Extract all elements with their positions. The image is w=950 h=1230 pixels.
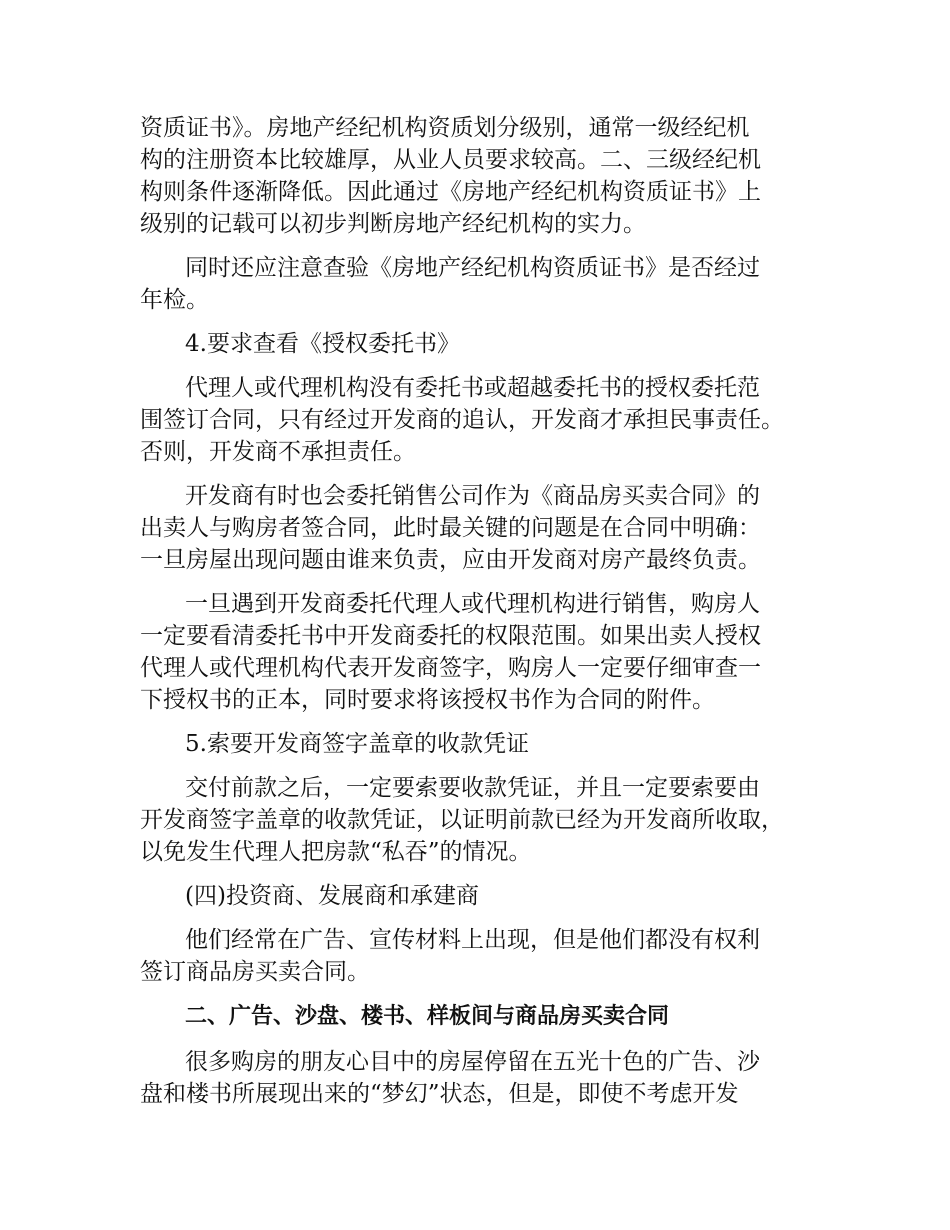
text-line: 一旦房屋出现问题由谁来负责，应由开发商对房产最终负责。 [140, 547, 761, 573]
text-line: 资质证书》。房地产经纪机构资质划分级别，通常一级经纪机 [140, 115, 750, 141]
text-line: 开发商签字盖章的收款凭证，以证明前款已经为开发商所收取， [140, 807, 784, 833]
text-line: 同时还应注意查验《房地产经纪机构资质证书》是否经过 [185, 255, 760, 281]
text-line: 代理人或代理机构代表开发商签字，购房人一定要仔细审查一 [140, 655, 761, 681]
text-line: 构则条件逐渐降低。因此通过《房地产经纪机构资质证书》上 [140, 179, 761, 205]
text-line: 年检。 [140, 287, 209, 313]
text-line: 一旦遇到开发商委托代理人或代理机构进行销售，购房人 [185, 591, 760, 617]
text-line: 一定要看清委托书中开发商委托的权限范围。如果出卖人授权 [140, 623, 761, 649]
text-line: 下授权书的正本，同时要求将该授权书作为合同的附件。 [140, 687, 715, 713]
chapter-heading: 二、广告、沙盘、楼书、样板间与商品房买卖合同 [185, 1004, 670, 1029]
text-line: 以免发生代理人把房款“私吞”的情况。 [140, 839, 532, 865]
text-line: 很多购房的朋友心目中的房屋停留在五光十色的广告、沙 [185, 1049, 760, 1075]
text-line: 开发商有时也会委托销售公司作为《商品房买卖合同》的 [185, 483, 760, 509]
section-heading: 5.索要开发商签字盖章的收款凭证 [185, 731, 529, 757]
text-line: 盘和楼书所展现出来的“梦幻”状态，但是，即使不考虑开发 [140, 1081, 739, 1107]
text-line: 围签订合同，只有经过开发商的追认，开发商才承担民事责任。 [140, 407, 784, 433]
section-heading: (四)投资商、发展商和承建商 [185, 883, 479, 909]
text-line: 签订商品房买卖合同。 [140, 959, 370, 985]
text-line: 出卖人与购房者签合同，此时最关键的问题是在合同中明确： [140, 515, 761, 541]
text-line: 他们经常在广告、宣传材料上出现，但是他们都没有权利 [185, 927, 760, 953]
text-line: 否则，开发商不承担责任。 [140, 439, 416, 465]
section-heading: 4.要求查看《授权委托书》 [185, 331, 460, 357]
text-line: 级别的记载可以初步判断房地产经纪机构的实力。 [140, 211, 646, 237]
text-line: 代理人或代理机构没有委托书或超越委托书的授权委托范 [185, 375, 760, 401]
text-line: 交付前款之后，一定要索要收款凭证，并且一定要索要由 [185, 775, 760, 801]
text-line: 构的注册资本比较雄厚，从业人员要求较高。二、三级经纪机 [140, 147, 761, 173]
